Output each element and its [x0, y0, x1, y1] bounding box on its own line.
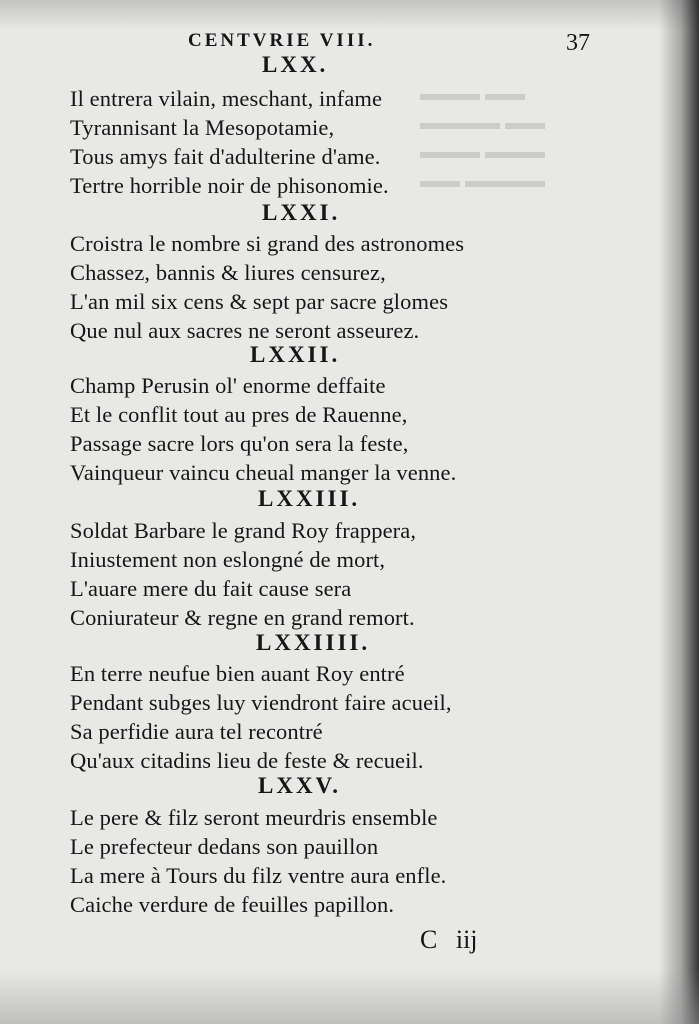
verse-line: Le prefecteur dedans son pauillon — [70, 834, 379, 859]
binding-edge-shadow — [659, 0, 699, 1024]
quatrain-numeral: LXXI. — [262, 200, 341, 225]
verse-line: Il entrera vilain, meschant, infame — [70, 86, 383, 111]
verse-line: Sa perfidie aura tel recontré — [70, 719, 323, 744]
verse-line: Qu'aux citadins lieu de feste & recueil. — [70, 748, 424, 773]
verse-line: Caiche verdure de feuilles papillon. — [70, 892, 395, 917]
quatrain-numeral: LXXII. — [250, 342, 341, 367]
verse-line: En terre neufue bien auant Roy entré — [70, 661, 405, 686]
show-through-texture: ▬▬▬ ▬▬ ▬▬▬▬ ▬▬ ▬▬▬ ▬▬▬ ▬▬ ▬▬▬▬ — [420, 83, 545, 192]
page-number: 37 — [566, 30, 590, 56]
verse-line: Soldat Barbare le grand Roy frappera, — [70, 518, 417, 543]
verse-line: Coniurateur & regne en grand remort. — [70, 605, 415, 630]
verse-line: Chassez, bannis & liures censurez, — [70, 260, 386, 285]
verse-line: Passage sacre lors qu'on sera la feste, — [70, 431, 409, 456]
quatrain-numeral: LXXV. — [258, 773, 341, 798]
verse-line: Que nul aux sacres ne seront asseurez. — [70, 318, 420, 343]
verse-line: Tertre horrible noir de phisonomie. — [70, 173, 389, 198]
verse-line: Pendant subges luy viendront faire acueil, — [70, 690, 452, 715]
page-bottom-shadow — [0, 969, 699, 1024]
quatrain-numeral: LXXIII. — [258, 486, 361, 511]
verse-line: Tyrannisant la Mesopotamie, — [70, 115, 335, 140]
verse-line: L'an mil six cens & sept par sacre glomes — [70, 289, 449, 314]
quatrain-numeral: LXXIIII. — [256, 630, 371, 655]
verse-line: Tous amys fait d'adulterine d'ame. — [70, 144, 381, 169]
page-top-shadow — [0, 0, 699, 30]
verse-line: Et le conflit tout au pres de Rauenne, — [70, 402, 408, 427]
signature-mark: C iij — [420, 925, 478, 954]
verse-line: Croistra le nombre si grand des astronomes — [70, 231, 465, 256]
running-head: CENTVRIE VIII. — [188, 30, 376, 51]
quatrain-numeral: LXX. — [262, 52, 329, 77]
verse-line: L'auare mere du fait cause sera — [70, 576, 352, 601]
verse-line: Le pere & filz seront meurdris ensemble — [70, 805, 438, 830]
verse-line: Champ Perusin ol' enorme deffaite — [70, 373, 386, 398]
verse-line: La mere à Tours du filz ventre aura enfle. — [70, 863, 447, 888]
verse-line: Vainqueur vaincu cheual manger la venne. — [70, 460, 457, 485]
verse-line: Iniustement non eslongné de mort, — [70, 547, 386, 572]
